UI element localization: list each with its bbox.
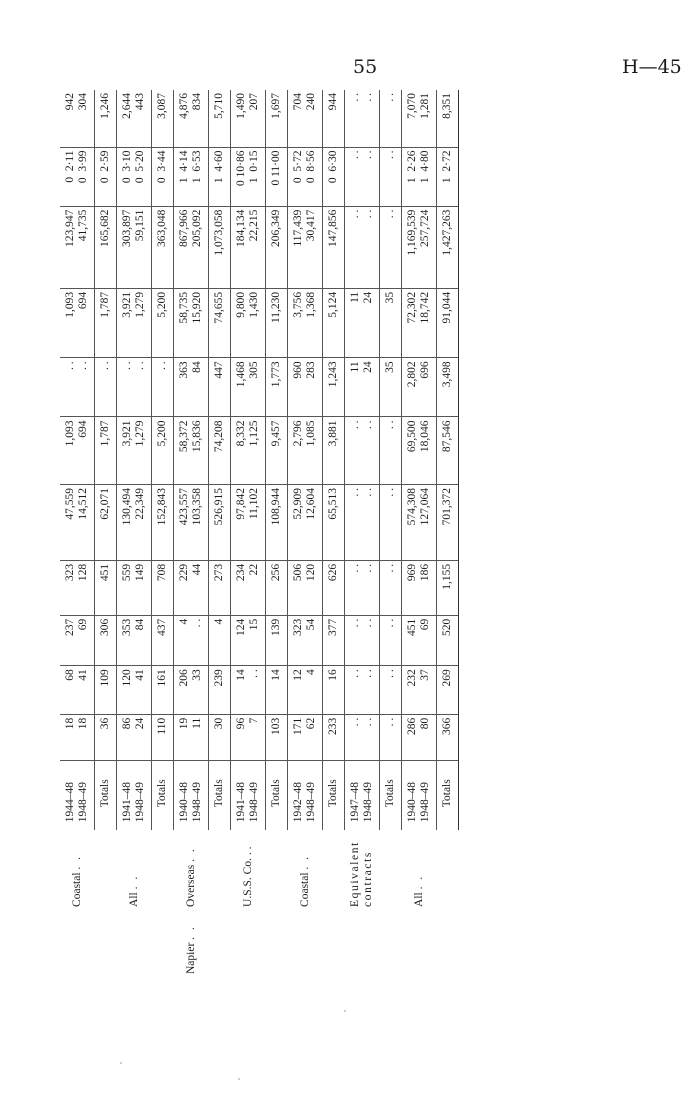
value-cell: . . . .	[345, 417, 380, 484]
table-row	[266, 90, 288, 980]
region-cell: U.S.S. Co. . .	[241, 846, 254, 907]
value-cell: 1,243	[323, 358, 345, 417]
value-cell: 0 11·00	[266, 147, 288, 206]
value-cell: 447	[209, 358, 231, 417]
value-cell: 229 44	[174, 560, 209, 615]
value-cell: 423,557 103,358	[174, 484, 209, 560]
value-cell: 120 41	[117, 666, 152, 715]
value-cell: 1 4·14 1 6·53	[174, 147, 209, 206]
period-cell: 1941–48 1948–49	[121, 782, 146, 823]
value-cell: . .	[380, 147, 402, 206]
value-cell: 626	[323, 560, 345, 615]
value-cell: 451 69	[402, 615, 437, 666]
value-cell: 2,802 696	[402, 358, 437, 417]
value-cell: 108,944	[266, 484, 288, 560]
district-cell	[323, 921, 345, 980]
value-cell: 960 283	[288, 358, 323, 417]
district-cell	[152, 921, 174, 980]
value-cell: 36	[95, 714, 117, 760]
table-row	[117, 90, 152, 980]
value-cell: 16	[323, 666, 345, 715]
value-cell: 5,200	[152, 417, 174, 484]
value-cell: 526,915	[209, 484, 231, 560]
value-cell: . . . .	[345, 714, 380, 760]
value-cell: 239	[209, 666, 231, 715]
value-cell: 0 2·59	[95, 147, 117, 206]
district-cell	[437, 921, 459, 980]
table-row	[437, 90, 459, 980]
value-cell: 942 304	[60, 90, 95, 147]
value-cell: . . . .	[345, 147, 380, 206]
value-cell: . . . .	[345, 615, 380, 666]
district-cell	[209, 921, 231, 980]
value-cell: 7,070 1,281	[402, 90, 437, 147]
value-cell: 1 2·26 1 4·80	[402, 147, 437, 206]
value-cell: 323 128	[60, 560, 95, 615]
region-cell	[323, 830, 345, 921]
value-cell: 184,134 22,215	[231, 206, 266, 288]
value-cell: 1,468 305	[231, 358, 266, 417]
value-cell: 110	[152, 714, 174, 760]
totals-label: Totals	[266, 761, 288, 831]
totals-label: Totals	[209, 761, 231, 831]
value-cell: 969 186	[402, 560, 437, 615]
value-cell: . .	[380, 417, 402, 484]
region-label: Coastal	[298, 872, 311, 907]
value-cell: 867,966 205,092	[174, 206, 209, 288]
region-cell	[437, 830, 459, 921]
value-cell: 451	[95, 560, 117, 615]
value-cell: 206 33	[174, 666, 209, 715]
district-cell	[380, 921, 402, 980]
value-cell: 1 2·72	[437, 147, 459, 206]
value-cell: 11,230	[266, 288, 288, 358]
scan-speck	[238, 1078, 240, 1080]
value-cell: 1,787	[95, 417, 117, 484]
district-cell	[231, 921, 266, 980]
value-cell: 256	[266, 560, 288, 615]
value-cell: 14	[266, 666, 288, 715]
value-cell: 363,048	[152, 206, 174, 288]
value-cell: 9,800 1,430	[231, 288, 266, 358]
value-cell: 323 54	[288, 615, 323, 666]
value-cell: 1,169,539 257,724	[402, 206, 437, 288]
period-cell: 1941–48 1948–49	[235, 782, 260, 823]
district-cell: Napier . .	[184, 925, 197, 974]
value-cell: 161	[152, 666, 174, 715]
region-cell: Overseas . .	[184, 847, 197, 907]
value-cell: 5,200	[152, 288, 174, 358]
value-cell: 363 84	[174, 358, 209, 417]
statistics-table	[60, 90, 459, 980]
value-cell: 701,372	[437, 484, 459, 560]
value-cell: 2,644 443	[117, 90, 152, 147]
value-cell: 124 15	[231, 615, 266, 666]
region-cell: Coastal . .	[298, 854, 311, 907]
value-cell: 2,796 1,085	[288, 417, 323, 484]
value-cell: 574,308 127,064	[402, 484, 437, 560]
value-cell: 52,909 12,604	[288, 484, 323, 560]
value-cell: 8,351	[437, 90, 459, 147]
value-cell: 62,071	[95, 484, 117, 560]
value-cell: . . . .	[60, 358, 95, 417]
table-row	[231, 90, 266, 980]
value-cell: 9,457	[266, 417, 288, 484]
value-cell: 11 24	[345, 358, 380, 417]
value-cell: 206,349	[266, 206, 288, 288]
value-cell: . . . .	[117, 358, 152, 417]
value-cell: 74,655	[209, 288, 231, 358]
value-cell: 3,881	[323, 417, 345, 484]
table-row	[323, 90, 345, 980]
value-cell: 86 24	[117, 714, 152, 760]
page-number: 55	[353, 56, 378, 78]
value-cell: 273	[209, 560, 231, 615]
value-cell: 0 3·44	[152, 147, 174, 206]
value-cell: 704 240	[288, 90, 323, 147]
region-cell: Equivalent contracts	[349, 841, 374, 907]
value-cell: 5,124	[323, 288, 345, 358]
value-cell: 1,155	[437, 560, 459, 615]
period-cell: 1947–48 1948–49	[349, 782, 374, 823]
value-cell: 520	[437, 615, 459, 666]
region-label: All	[127, 892, 140, 907]
value-cell: 1,093 694	[60, 417, 95, 484]
value-cell: 0 10·86 1 0·15	[231, 147, 266, 206]
value-cell: 5,710	[209, 90, 231, 147]
value-cell: 74,208	[209, 417, 231, 484]
value-cell: . . . .	[345, 666, 380, 715]
totals-label: Totals	[323, 761, 345, 831]
scan-speck	[120, 1062, 122, 1064]
totals-label: Totals	[437, 761, 459, 831]
value-cell: 147,856	[323, 206, 345, 288]
value-cell: 269	[437, 666, 459, 715]
value-cell: 3,921 1,279	[117, 288, 152, 358]
table-row	[60, 90, 95, 980]
region-cell	[95, 830, 117, 921]
region-label: Coastal	[70, 872, 83, 907]
value-cell: 165,682	[95, 206, 117, 288]
value-cell: 303,897 59,151	[117, 206, 152, 288]
value-cell: . .	[152, 358, 174, 417]
value-cell: 234 22	[231, 560, 266, 615]
value-cell: 3,921 1,279	[117, 417, 152, 484]
region-cell	[380, 830, 402, 921]
region-cell: Coastal . .	[70, 854, 83, 907]
value-cell: . . . .	[345, 560, 380, 615]
value-cell: 171 62	[288, 714, 323, 760]
value-cell: 1,490 207	[231, 90, 266, 147]
value-cell: 0 6·30	[323, 147, 345, 206]
table-row	[380, 90, 402, 980]
value-cell: . .	[380, 206, 402, 288]
totals-label: Totals	[380, 761, 402, 831]
value-cell: 69,500 18,046	[402, 417, 437, 484]
value-cell: 0 5·72 0 8·56	[288, 147, 323, 206]
value-cell: . .	[380, 714, 402, 760]
district-cell	[402, 921, 437, 980]
totals-label: Totals	[95, 761, 117, 831]
value-cell: 233	[323, 714, 345, 760]
value-cell: . . . .	[345, 484, 380, 560]
value-cell: 123,947 41,735	[60, 206, 95, 288]
value-cell: 117,439 30,417	[288, 206, 323, 288]
value-cell: 11 24	[345, 288, 380, 358]
value-cell: 87,546	[437, 417, 459, 484]
value-cell: 152,843	[152, 484, 174, 560]
value-cell: 0 2·11 0 3·99	[60, 147, 95, 206]
value-cell: 1,697	[266, 90, 288, 147]
district-cell	[95, 921, 117, 980]
value-cell: 237 69	[60, 615, 95, 666]
value-cell: 232 37	[402, 666, 437, 715]
region-cell: All . .	[412, 874, 425, 907]
value-cell: . .	[380, 560, 402, 615]
value-cell: 559 149	[117, 560, 152, 615]
value-cell: 3,087	[152, 90, 174, 147]
region-label: All	[412, 892, 425, 907]
region-cell	[209, 830, 231, 921]
value-cell: 65,513	[323, 484, 345, 560]
region-label: Overseas	[184, 864, 197, 907]
value-cell: 1,427,263	[437, 206, 459, 288]
value-cell: 91,044	[437, 288, 459, 358]
value-cell: . .	[380, 615, 402, 666]
table-row	[95, 90, 117, 980]
value-cell: 1,073,058	[209, 206, 231, 288]
value-cell: 96 7	[231, 714, 266, 760]
value-cell: 35	[380, 288, 402, 358]
district-cell	[117, 921, 152, 980]
value-cell: 8,332 1,125	[231, 417, 266, 484]
table-row	[152, 90, 174, 980]
value-cell: 18 18	[60, 714, 95, 760]
value-cell: 4,876 834	[174, 90, 209, 147]
value-cell: . .	[380, 90, 402, 147]
scan-speck	[344, 1010, 346, 1012]
value-cell: 286 80	[402, 714, 437, 760]
region-cell: All . .	[127, 874, 140, 907]
value-cell: 3,498	[437, 358, 459, 417]
region-cell	[266, 830, 288, 921]
value-cell: 19 11	[174, 714, 209, 760]
value-cell: 12 4	[288, 666, 323, 715]
value-cell: 353 84	[117, 615, 152, 666]
value-cell: . .	[380, 484, 402, 560]
value-cell: 1 4·60	[209, 147, 231, 206]
value-cell: 35	[380, 358, 402, 417]
value-cell: 4 . .	[174, 615, 209, 666]
value-cell: 708	[152, 560, 174, 615]
period-cell: 1940–48 1948–49	[178, 782, 203, 823]
table-row	[174, 90, 209, 980]
district-cell	[345, 921, 380, 980]
value-cell: 366	[437, 714, 459, 760]
value-cell: 4	[209, 615, 231, 666]
table-row	[345, 90, 380, 980]
value-cell: 14 . .	[231, 666, 266, 715]
value-cell: 437	[152, 615, 174, 666]
region-cell	[152, 830, 174, 921]
value-cell: 1,773	[266, 358, 288, 417]
totals-label: Totals	[152, 761, 174, 831]
district-cell	[60, 921, 95, 980]
value-cell: 47,559 14,512	[60, 484, 95, 560]
value-cell: 30	[209, 714, 231, 760]
period-cell: 1944–48 1948–49	[64, 782, 89, 823]
district-cell	[266, 921, 288, 980]
table-row	[209, 90, 231, 980]
value-cell: 72,302 18,742	[402, 288, 437, 358]
value-cell: 1,787	[95, 288, 117, 358]
value-cell: 68 41	[60, 666, 95, 715]
document-code: H—45	[622, 56, 682, 78]
value-cell: . . . .	[345, 206, 380, 288]
value-cell: 109	[95, 666, 117, 715]
period-cell: 1940–48 1948–49	[406, 782, 431, 823]
value-cell: 58,372 15,836	[174, 417, 209, 484]
value-cell: 306	[95, 615, 117, 666]
rotated-table-container	[60, 90, 540, 980]
value-cell: 1,246	[95, 90, 117, 147]
district-label: Napier	[184, 942, 197, 974]
table-row	[288, 90, 323, 980]
value-cell: 3,756 1,368	[288, 288, 323, 358]
value-cell: 1,093 694	[60, 288, 95, 358]
value-cell: 58,735 15,920	[174, 288, 209, 358]
value-cell: . .	[380, 666, 402, 715]
table-row	[402, 90, 437, 980]
district-cell	[288, 921, 323, 980]
value-cell: 944	[323, 90, 345, 147]
value-cell: 103	[266, 714, 288, 760]
value-cell: 377	[323, 615, 345, 666]
value-cell: . .	[95, 358, 117, 417]
table-body	[60, 90, 459, 980]
value-cell: 130,494 22,349	[117, 484, 152, 560]
value-cell: 139	[266, 615, 288, 666]
period-cell: 1942–48 1948–49	[292, 782, 317, 823]
value-cell: 506 120	[288, 560, 323, 615]
value-cell: 0 3·10 0 5·20	[117, 147, 152, 206]
value-cell: 97,842 11,102	[231, 484, 266, 560]
value-cell: . . . .	[345, 90, 380, 147]
